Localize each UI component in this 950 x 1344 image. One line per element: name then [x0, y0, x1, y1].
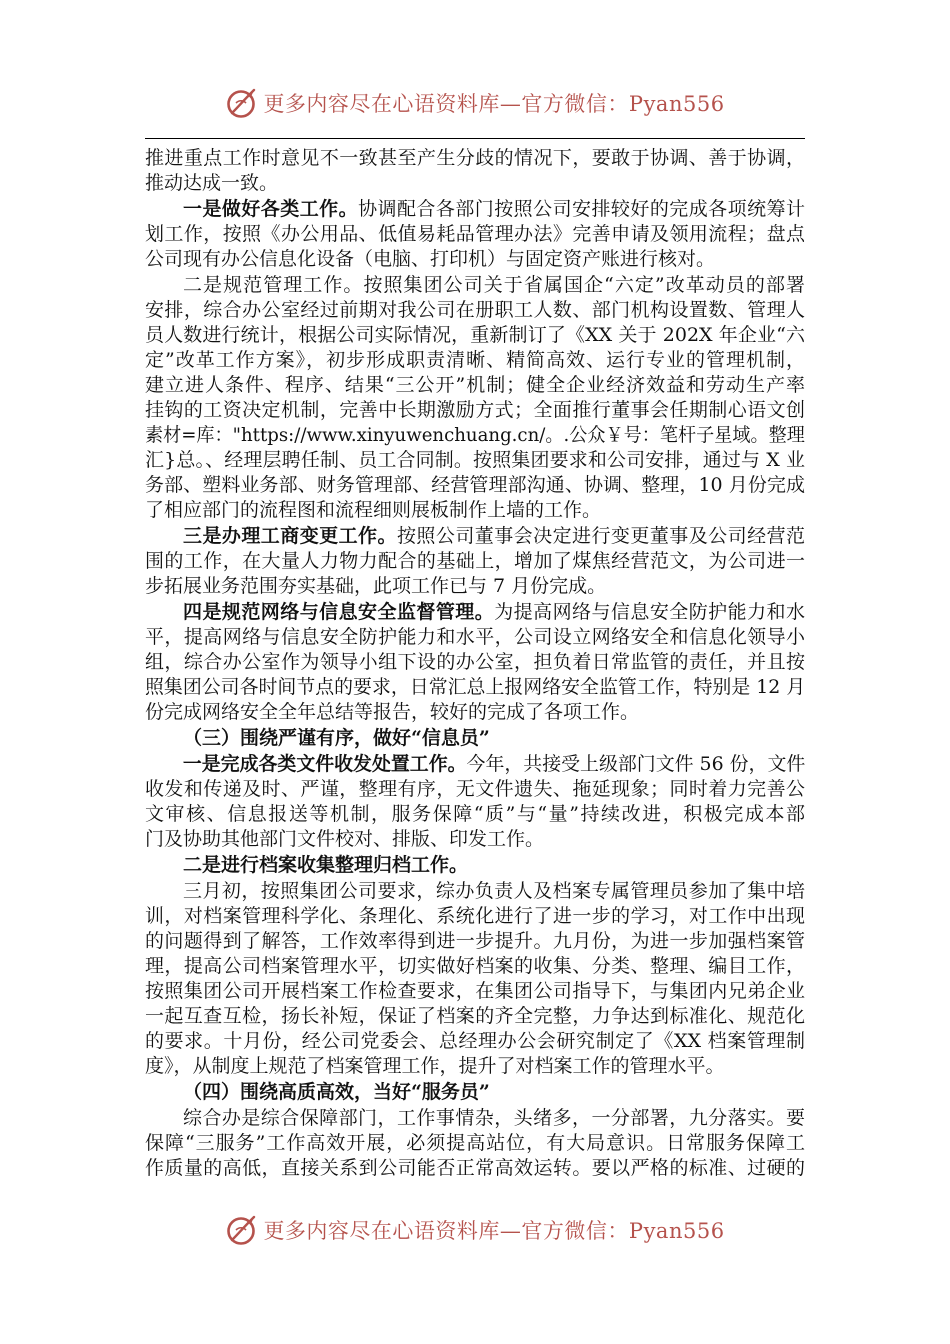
text-line [145, 853, 805, 878]
text-segment: 建立进人条件、程序、结果“三公开”机制；健全企业经济效益和劳动生产率 [145, 374, 805, 396]
text-line [145, 1004, 805, 1029]
paragraph [145, 1106, 805, 1181]
bold-lead-text: 三是办理工商变更工作。 [183, 525, 397, 547]
quill-pen-circle-icon [225, 1213, 259, 1247]
text-line [145, 777, 805, 802]
paragraph [145, 146, 805, 196]
text-segment: 素材=库："https://www.xinyuwenchuang.cn/。.公众￥号：笔杆子星域。整理 [145, 424, 805, 446]
text-segment: 步拓展业务范围夯实基础，此项工作已与 7 月份完成。 [145, 575, 607, 597]
text-segment: 为提高网络与信息安全防护能力和水 [494, 601, 805, 623]
text-segment: 务部、塑料业务部、财务管理部、经营管理部沟通、协调、整理，10 月份完成 [145, 474, 805, 496]
text-line [145, 650, 805, 675]
text-segment: 组，综合办公室作为领导小组下设的办公室，担负着日常监管的责任，并且按 [145, 651, 805, 673]
text-line [145, 323, 805, 348]
text-line [145, 197, 805, 222]
watermark-text: 更多内容尽在心语资料库—官方微信：Pyan556 [263, 92, 725, 116]
watermark-text: 更多内容尽在心语资料库—官方微信：Pyan556 [263, 1219, 725, 1243]
paragraph [145, 197, 805, 272]
text-segment: 今年，共接受上级部门文件 56 份，文件 [466, 753, 806, 775]
section-heading [145, 726, 805, 751]
text-line [145, 879, 805, 904]
text-segment: 的问题得到了解答，工作效率得到进一步提升。九月份，为进一步加强档案管 [145, 930, 805, 952]
text-line [145, 146, 805, 171]
text-segment: 保障“三服务”工作高效开展，必须提高站位，有大局意识。日常服务保障工 [145, 1132, 805, 1154]
text-segment: 推动达成一致。 [145, 172, 279, 194]
bold-lead-text: 一是做好各类工作。 [183, 198, 359, 220]
text-line [145, 448, 805, 473]
text-line [145, 348, 805, 373]
bold-lead-text: （三）围绕严谨有序，做好“信息员” [183, 727, 490, 749]
text-line [145, 398, 805, 423]
text-segment: 定”改革工作方案》，初步形成职责清晰、精简高效、运行专业的管理机制， [145, 349, 805, 371]
text-segment: 的要求。十月份，经公司党委会、总经理办公会研究制定了《XX 档案管理制 [145, 1030, 805, 1052]
text-line [145, 473, 805, 498]
text-segment: 综合办是综合保障部门，工作事情杂，头绪多，一分部署，九分落实。要 [183, 1107, 805, 1129]
text-line [145, 700, 805, 725]
header-divider [145, 138, 805, 139]
text-segment: 份完成网络安全全年总结等报告，较好的完成了各项工作。 [145, 701, 640, 723]
footer-watermark [0, 1213, 950, 1247]
text-segment: 协调配合各部门按照公司安排较好的完成各项统筹计 [358, 198, 805, 220]
section-heading [145, 1080, 805, 1105]
text-line [145, 498, 805, 523]
text-line [145, 752, 806, 777]
text-segment: 收发和传递及时、严谨，整理有序，无文件遗失、拖延现象；同时着力完善公 [145, 778, 805, 800]
text-segment: 训，对档案管理科学化、条理化、系统化进行了进一步的学习，对工作中出现 [145, 905, 805, 927]
text-segment: 二是规范管理工作。按照集团公司关于省属国企“六定”改革动员的部署 [183, 274, 805, 296]
text-segment: 门及协助其他部门文件校对、排版、印发工作。 [145, 828, 545, 850]
text-line [145, 549, 805, 574]
text-line [145, 1054, 805, 1079]
text-line [145, 600, 805, 625]
text-segment: 推进重点工作时意见不一致甚至产生分歧的情况下，要敢于协调、善于协调， [145, 147, 805, 169]
text-segment: 公司现有办公信息化设备（电脑、打印机）与固定资产账进行核对。 [145, 248, 716, 270]
text-line [145, 247, 805, 272]
bold-lead-text: （四）围绕高质高效，当好“服务员” [183, 1081, 490, 1103]
text-line [145, 979, 805, 1004]
text-line [145, 1029, 805, 1054]
text-line [145, 929, 805, 954]
header-watermark [0, 86, 950, 120]
text-segment: 照集团公司各时间节点的要求，日常汇总上报网络安全监管工作，特别是 12 月 [145, 676, 806, 698]
text-segment: 了相应部门的流程图和流程细则展板制作上墙的工作。 [145, 499, 602, 521]
text-line [145, 524, 805, 549]
text-segment: 安排，综合办公室经过前期对我公司在册职工人数、部门机构设置数、管理人 [145, 299, 805, 321]
text-segment: 挂钩的工资决定机制，完善中长期激励方式；全面推行董事会任期制心语文创 [145, 399, 805, 421]
paragraph [145, 853, 805, 878]
text-line [145, 298, 805, 323]
bold-lead-text: 二是进行档案收集整理归档工作。 [183, 854, 469, 876]
text-line [145, 1080, 805, 1105]
text-line [145, 954, 805, 979]
quill-pen-circle-icon [225, 86, 259, 120]
text-line [145, 625, 805, 650]
bold-lead-text: 四是规范网络与信息安全监督管理。 [183, 601, 495, 623]
paragraph [145, 752, 805, 852]
text-segment: 员人数进行统计，根据公司实际情况，重新制订了《XX 关于 202X 年企业“六 [145, 324, 805, 346]
text-line [145, 827, 805, 852]
text-segment: 划工作，按照《办公用品、低值易耗品管理办法》完善申请及领用流程；盘点 [145, 223, 805, 245]
text-line [145, 675, 806, 700]
text-line [145, 273, 805, 298]
text-line [145, 222, 805, 247]
text-segment: 平，提高网络与信息安全防护能力和水平，公司设立网络安全和信息化领导小 [145, 626, 805, 648]
text-line [145, 904, 805, 929]
text-segment: 文审核、信息报送等机制，服务保障“质”与“量”持续改进，积极完成本部 [145, 803, 805, 825]
document-body [145, 146, 805, 1181]
text-segment: 理，提高公司档案管理水平，切实做好档案的收集、分类、整理、编目工作， [145, 955, 805, 977]
text-line [145, 1131, 805, 1156]
text-segment: 按照集团公司开展档案工作检查要求，在集团公司指导下，与集团内兄弟企业 [145, 980, 805, 1002]
text-line [145, 423, 805, 448]
text-segment: 按照公司董事会决定进行变更董事及公司经营范 [396, 525, 805, 547]
paragraph [145, 879, 805, 1079]
text-line [145, 171, 805, 196]
text-segment: 三月初，按照集团公司要求，综办负责人及档案专属管理员参加了集中培 [183, 880, 805, 902]
text-line [145, 373, 805, 398]
paragraph [145, 600, 805, 725]
text-line [145, 574, 805, 599]
text-line [145, 1156, 805, 1181]
text-segment: 度》，从制度上规范了档案管理工作，提升了对档案工作的管理水平。 [145, 1055, 725, 1077]
text-segment: 一起互查互检，扬长补短，保证了档案的齐全完整，力争达到标准化、规范化 [145, 1005, 805, 1027]
text-segment: 汇}总。、经理层聘任制、员工合同制。按照集团要求和公司安排，通过与 X 业 [145, 449, 805, 471]
paragraph [145, 524, 805, 599]
bold-lead-text: 一是完成各类文件收发处置工作。 [182, 753, 467, 775]
text-line [145, 1106, 805, 1131]
text-line [145, 802, 805, 827]
text-segment: 围的工作，在大量人力物力配合的基础上，增加了煤焦经营范文，为公司进一 [145, 550, 805, 572]
paragraph [145, 273, 805, 523]
text-segment: 作质量的高低，直接关系到公司能否正常高效运转。要以严格的标准、过硬的 [145, 1157, 805, 1179]
text-line [145, 726, 805, 751]
